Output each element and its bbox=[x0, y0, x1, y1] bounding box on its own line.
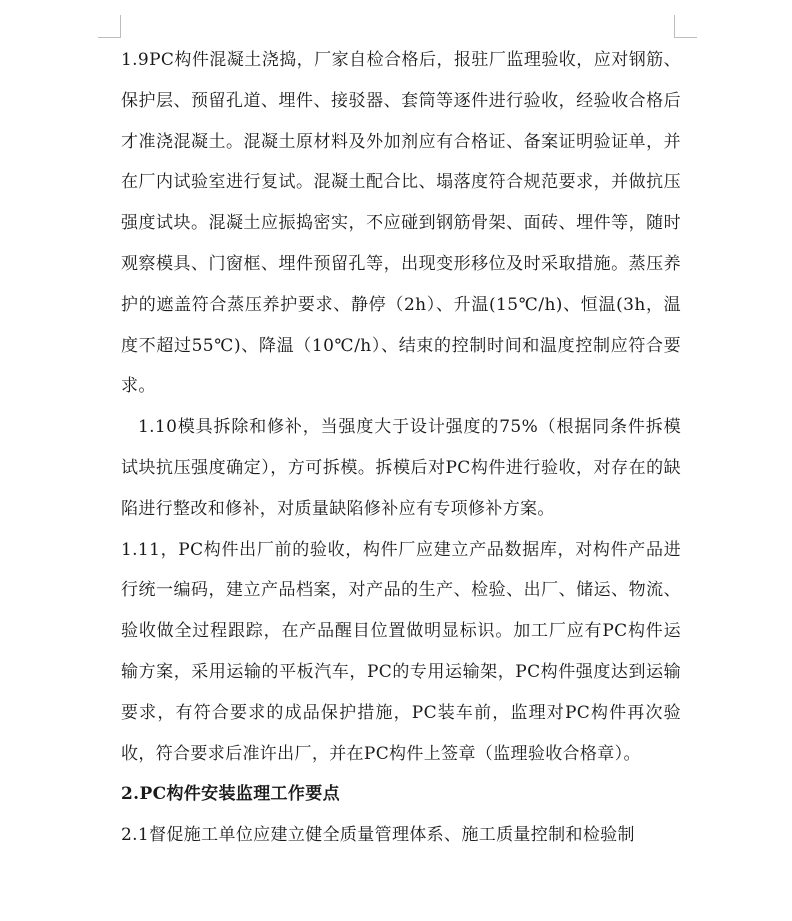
paragraph-1-11: 1.11，PC构件出厂前的验收，构件厂应建立产品数据库，对构件产品进行统一编码，建立产品档案，对产品的生产、检验、出厂、储运、物流、验收做全过程跟踪，在产品醒目位置做明显标识。加工厂应有PC构件运输方案，采用运输的平板汽车，PC的专用运输架，PC构件强度达到运输要求，有符合要求的成品保护措施，PC装车前，监理对PC构件再次验收，符合要求后准许出厂，并在PC构件上签章（监理验收合格章）。 bbox=[121, 539, 681, 764]
paragraph-2-1: 2.1督促施工单位应建立健全质量管理体系、施工质量控制和检验制 bbox=[121, 825, 635, 846]
margin-corner-mark-top-right bbox=[674, 15, 697, 38]
margin-corner-mark-top-left bbox=[98, 15, 121, 38]
document-body bbox=[121, 40, 681, 856]
paragraph-1-10: 1.10模具拆除和修补，当强度大于设计强度的75%（根据同条件拆模试块抗压强度确定），方可拆模。拆模后对PC构件进行验收，对存在的缺陷进行整改和修补，对质量缺陷修补应有专项修补方案。 bbox=[121, 417, 681, 519]
section-heading-2: 2.PC构件安装监理工作要点 bbox=[121, 784, 340, 805]
paragraph-1-9: 1.9PC构件混凝土浇捣，厂家自检合格后，报驻厂监理验收，应对钢筋、保护层、预留孔道、埋件、接驳器、套筒等逐件进行验收，经验收合格后才准浇混凝土。混凝土原材料及外加剂应有合格证、备案证明验证单，并在厂内试验室进行复试。混凝土配合比、塌落度符合规范要求，并做抗压强度试块。混凝土应振捣密实，不应碰到钢筋骨架、面砖、埋件等，随时观察模具、门窗框、埋件预留孔等，出现变形移位及时采取措施。蒸压养护的遮盖符合蒸压养护要求、静停（2h）、升温(15℃/h)、恒温(3h，温度不超过55℃)、降温（10℃/h）、结束的控制时间和温度控制应符合要求。 bbox=[121, 50, 681, 397]
